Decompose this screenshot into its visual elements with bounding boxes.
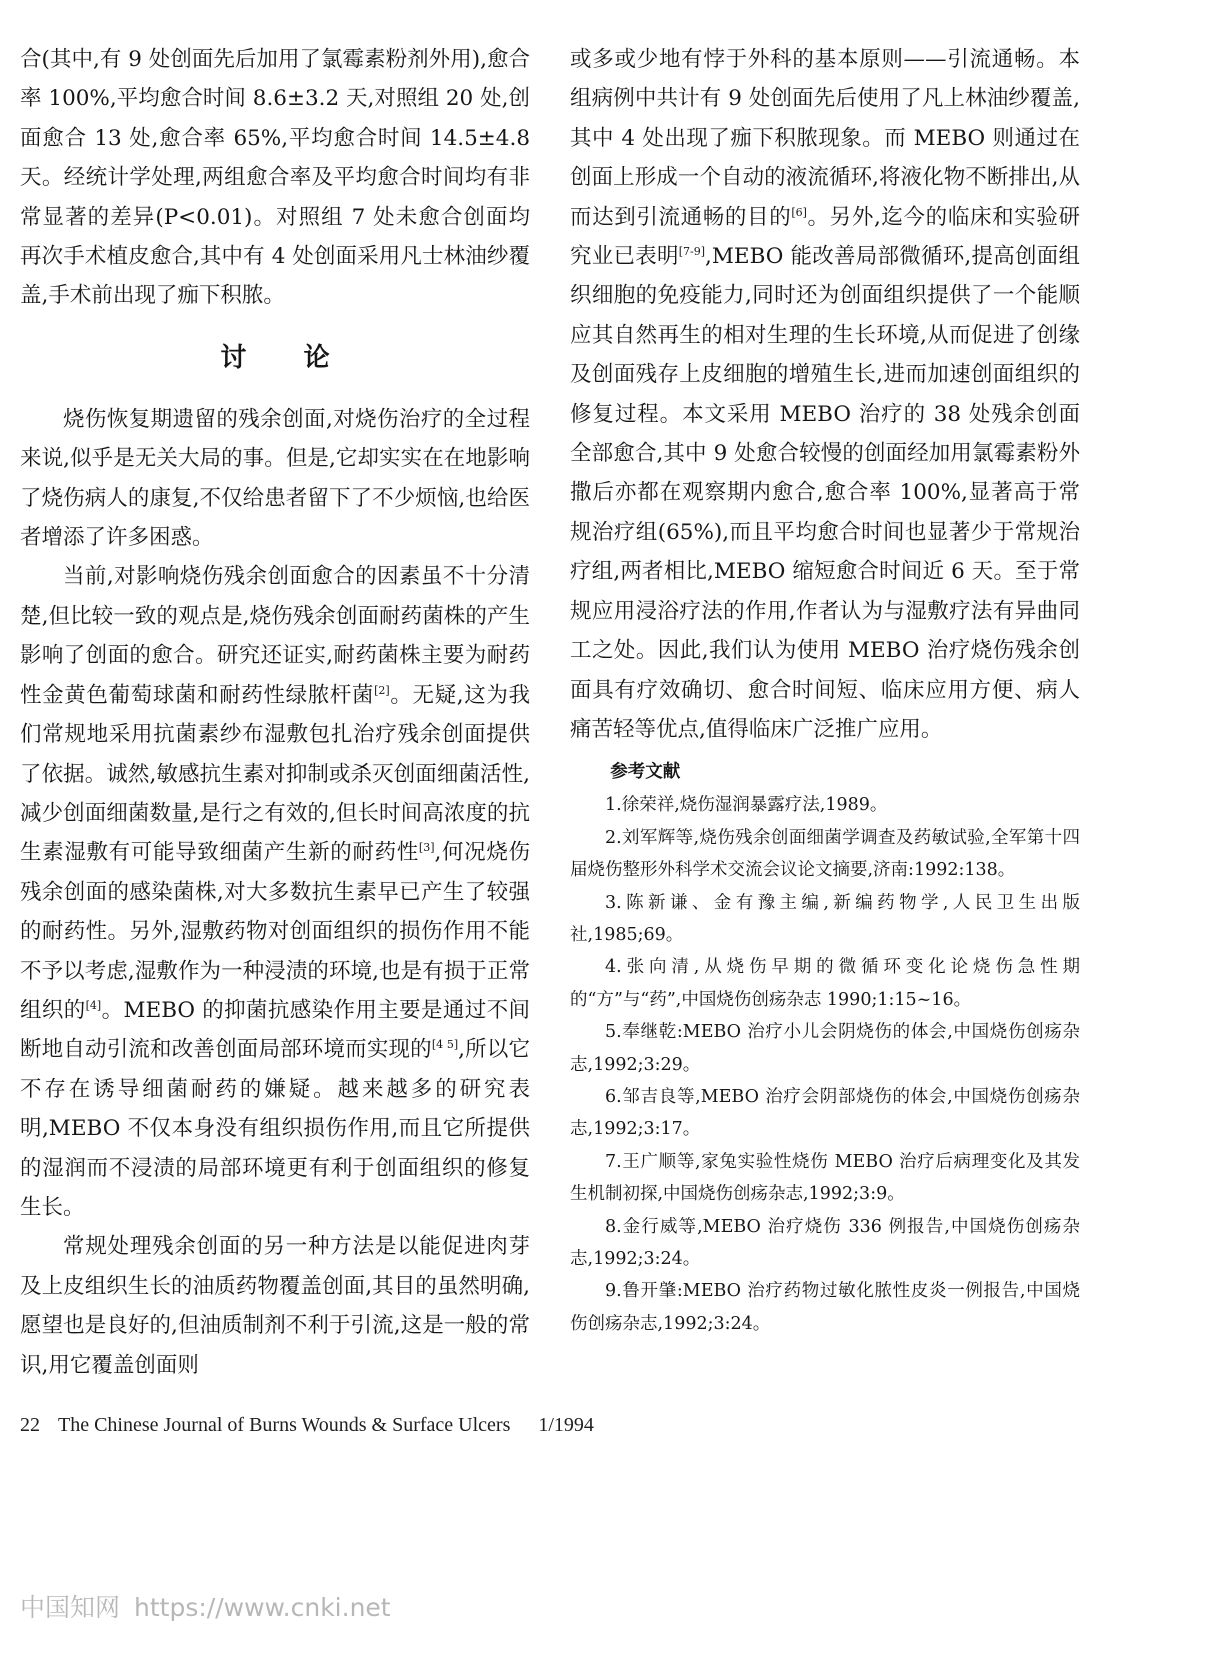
- reference-item: 5.奉继乾:MEBO 治疗小儿会阴烧伤的体会,中国烧伤创疡杂志,1992;3:29。: [570, 1022, 1080, 1075]
- section-title-discussion: 讨论: [220, 342, 387, 373]
- reference-item: 4.张向清,从烧伤早期的微循环变化论烧伤急性期的“方”与“药”,中国烧伤创疡杂志 1990;1:15~16。: [570, 957, 1080, 1010]
- citation-ref-4-5: [4 5]: [431, 1038, 459, 1052]
- reference-item: 1.徐荣祥,烧伤湿润暴露疗法,1989。: [605, 795, 888, 816]
- cnki-watermark: [20, 1588, 391, 1624]
- reference-item: 6.邹吉良等,MEBO 治疗会阴部烧伤的体会,中国烧伤创疡杂志,1992;3:17。: [570, 1086, 1080, 1140]
- citation-ref-6: [6]: [791, 205, 807, 219]
- watermark-name: 中国知网: [20, 1593, 121, 1622]
- reference-item: 7.王广顺等,家兔实验性烧伤 MEBO 治疗后病理变化及其发生机制初探,中国烧伤创疡杂志,1992;3:9。: [570, 1151, 1080, 1205]
- paragraph-results-end: 合(其中,有 9 处创面先后加用了氯霉素粉剂外用),愈合率 100%,平均愈合时间 8.6±3.2 天,对照组 20 处,创面愈合 13 处,愈合率 65%,平均愈合时间 14.5±4.8 天。经统计学处理,两组愈合率及平均愈合时间均有非常显著的差异(P<0.01)。对照组 7 处未愈合创面均再次手术植皮愈合,其中有 4 处创面采用凡士林油纱覆盖,手术前出现了痂下积脓。: [20, 47, 530, 309]
- text-run: ,所以它不存在诱导细菌耐药的嫌疑。越来越多的研究表明,MEBO 不仅本身没有组织损伤作用,而且它所提供的湿润而不浸渍的局部环境更有利于创面组织的修复生长。: [20, 1037, 530, 1220]
- citation-ref-7-9: [7-9]: [678, 245, 706, 259]
- reference-item: 8.金行威等,MEBO 治疗烧伤 336 例报告,中国烧伤创疡杂志,1992;3:24。: [570, 1216, 1080, 1269]
- left-column: [20, 40, 530, 1385]
- text-run: 。无疑,这为我们常规地采用抗菌素纱布湿敷包扎治疗残余创面提供了依据。诚然,敏感抗生素对抑制或杀灭创面细菌活性,减少创面细菌数量,是行之有效的,但长时间高浓度的抗生素湿敷有可能导致细菌产生新的耐药性: [20, 682, 530, 866]
- watermark-url: https://www.cnki.net: [134, 1593, 391, 1622]
- text-run: 。另外,迄今的临床和实验研究业已表明: [570, 204, 1080, 270]
- text-run: ,MEBO 能改善局部微循环,提高创面组织细胞的免疫能力,同时还为创面组织提供了一个能顺应其自然再生的相对生理的生长环境,从而促进了创缘及创面残存上皮细胞的增殖生长,进而加速创面组织的修复过程。本文采用 MEBO 治疗的 38 处残余创面全部愈合,其中 9 处愈合较慢的创面经加用氯霉素粉外撒后亦都在观察期内愈合,愈合率 100%,显著高于常规治疗组(65%),而且平均愈合时间也显著少于常规治疗组,两者相比,MEBO 缩短愈合时间近 6 天。至于常规应用浸浴疗法的作用,作者认为与湿敷疗法有异曲同工之处。因此,我们认为使用 MEBO 治疗烧伤残余创面具有疗效确切、愈合时间短、临床应用方便、病人痛苦轻等优点,值得临床广泛推广应用。: [570, 244, 1080, 742]
- paragraph-discussion-2: [20, 557, 530, 1227]
- citation-ref-3: [3]: [418, 841, 435, 855]
- paragraph-discussion-4: [570, 40, 1080, 749]
- page-number: 22: [20, 1414, 40, 1436]
- text-run: ,何况烧伤残余创面的感染菌株,对大多数抗生素早已产生了较强的耐药性。另外,湿敷药物对创面组织的损伤作用不能不予以考虑,湿敷作为一种浸渍的环境,也是有损于正常组织的: [20, 840, 530, 1023]
- reference-item: 9.鲁开肇:MEBO 治疗药物过敏化脓性皮炎一例报告,中国烧伤创疡杂志,1992;3:24。: [570, 1281, 1080, 1334]
- reference-item: 3.陈新谦、金有豫主编,新编药物学,人民卫生出版社,1985;69。: [570, 892, 1080, 945]
- journal-issue: 1/1994: [538, 1414, 594, 1436]
- paragraph-discussion-3: 常规处理残余创面的另一种方法是以能促进肉芽及上皮组织生长的油质药物覆盖创面,其目的虽然明确,愿望也是良好的,但油质制剂不利于引流,这是一般的常识,用它覆盖创面则: [20, 1234, 530, 1378]
- references-title: 参考文献: [610, 762, 681, 783]
- journal-name: The Chinese Journal of Burns Wounds & Surface Ulcers: [58, 1414, 511, 1436]
- text-run: 当前,对影响烧伤残余创面愈合的因素虽不十分清楚,但比较一致的观点是,烧伤残余创面耐药菌株的产生影响了创面的愈合。研究还证实,耐药菌株主要为耐药性金黄色葡萄球菌和耐药性绿脓杆菌: [20, 564, 530, 708]
- citation-ref-2: [2]: [374, 683, 390, 697]
- page-footer: [20, 1414, 594, 1437]
- references-list: [570, 789, 1080, 1340]
- citation-ref-4: [4]: [85, 998, 102, 1012]
- right-column: [570, 40, 1080, 1340]
- text-run: 。MEBO 的抑菌抗感染作用主要是通过不间断地自动引流和改善创面局部环境而实现的: [20, 997, 530, 1063]
- paragraph-discussion-1: 烧伤恢复期遗留的残余创面,对烧伤治疗的全过程来说,似乎是无关大局的事。但是,它却实实在在地影响了烧伤病人的康复,不仅给患者留下了不少烦恼,也给医者增添了许多困惑。: [20, 406, 530, 551]
- text-run: 或多或少地有悖于外科的基本原则——引流通畅。本组病例中共计有 9 处创面先后使用了凡上林油纱覆盖,其中 4 处出现了痂下积脓现象。而 MEBO 则通过在创面上形成一个自动的液流循环,将液化物不断排出,从而达到引流通畅的目的: [570, 47, 1080, 230]
- reference-item: 2.刘军辉等,烧伤残余创面细菌学调查及药敏试验,全军第十四届烧伤整形外科学术交流会议论文摘要,济南:1992:138。: [570, 827, 1080, 881]
